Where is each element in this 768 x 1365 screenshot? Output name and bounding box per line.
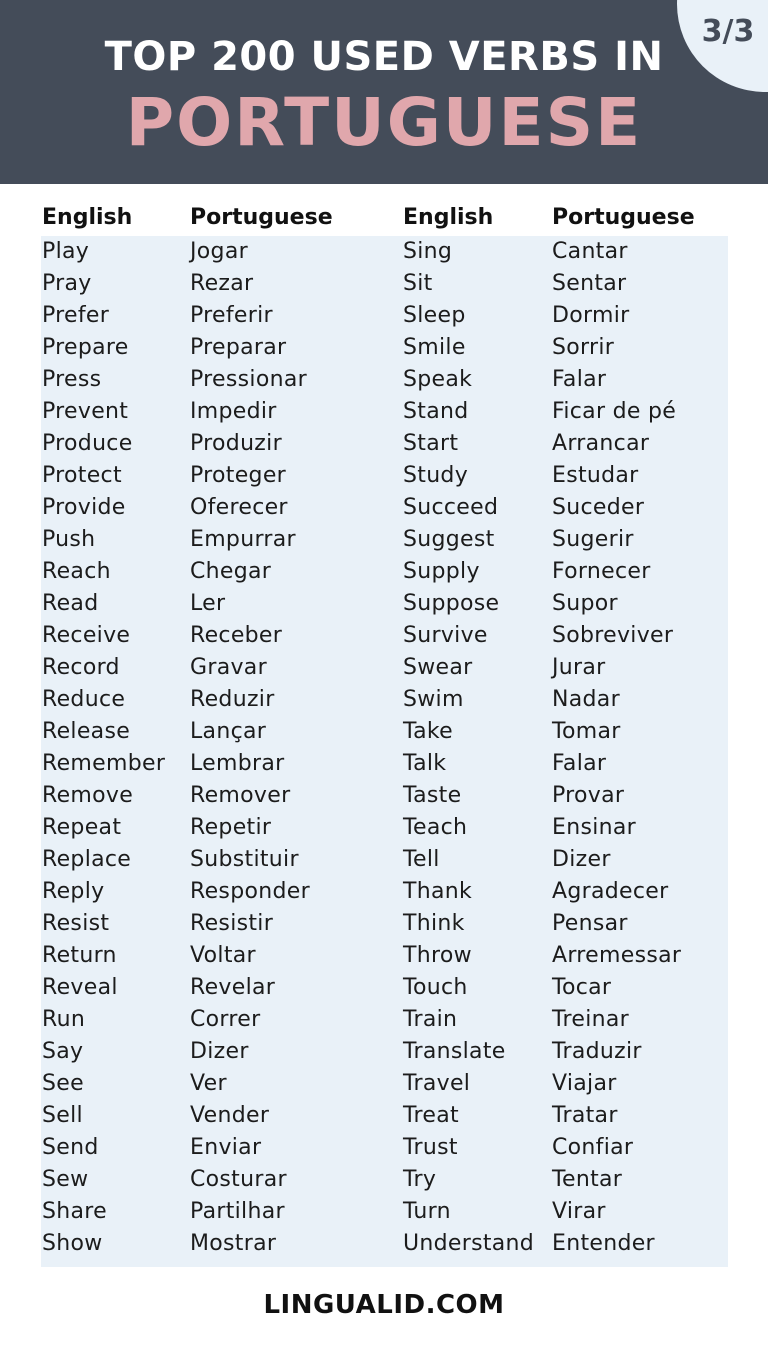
table-row [0, 300, 768, 332]
table-row [0, 556, 768, 588]
table-row [0, 332, 768, 364]
portuguese-verb: Partilhar [190, 1199, 285, 1224]
table-row [0, 588, 768, 620]
english-verb: Play [42, 239, 90, 264]
english-verb: Swear [403, 655, 473, 680]
portuguese-verb: Costurar [190, 1167, 287, 1192]
table-row [0, 876, 768, 908]
english-verb: Say [42, 1039, 84, 1064]
english-verb: Pray [42, 271, 92, 296]
portuguese-verb: Produzir [190, 431, 282, 456]
portuguese-verb: Supor [552, 591, 618, 616]
english-verb: Sell [42, 1103, 83, 1128]
portuguese-verb: Dizer [190, 1039, 249, 1064]
english-verb: Talk [403, 751, 447, 776]
header-english-1: English [42, 205, 133, 230]
portuguese-verb: Arremessar [552, 943, 682, 968]
english-verb: Touch [403, 975, 468, 1000]
english-verb: Provide [42, 495, 126, 520]
english-verb: Survive [403, 623, 488, 648]
portuguese-verb: Rezar [190, 271, 254, 296]
table-row [0, 428, 768, 460]
english-verb: Study [403, 463, 469, 488]
english-verb: Protect [42, 463, 122, 488]
portuguese-verb: Dizer [552, 847, 611, 872]
portuguese-verb: Ficar de pé [552, 399, 677, 424]
page-indicator: 3/3 [701, 14, 755, 49]
portuguese-verb: Sugerir [552, 527, 634, 552]
portuguese-verb: Revelar [190, 975, 276, 1000]
portuguese-verb: Chegar [190, 559, 272, 584]
english-verb: Stand [403, 399, 469, 424]
portuguese-verb: Ler [190, 591, 226, 616]
title-line-1: TOP 200 USED VERBS IN [104, 34, 664, 80]
portuguese-verb: Impedir [190, 399, 277, 424]
table-row [0, 1036, 768, 1068]
english-verb: See [42, 1071, 84, 1096]
english-verb: Supply [403, 559, 480, 584]
english-verb: Tell [403, 847, 440, 872]
table-row [0, 1100, 768, 1132]
portuguese-verb: Remover [190, 783, 291, 808]
title-line-2: PORTUGUESE [125, 84, 643, 161]
portuguese-verb: Pressionar [190, 367, 307, 392]
english-verb: Return [42, 943, 117, 968]
table-row [0, 684, 768, 716]
table-row [0, 492, 768, 524]
verb-table [0, 236, 768, 1260]
table-row [0, 908, 768, 940]
portuguese-verb: Sorrir [552, 335, 615, 360]
english-verb: Reach [42, 559, 111, 584]
english-verb: Swim [403, 687, 464, 712]
portuguese-verb: Ver [190, 1071, 227, 1096]
english-verb: Trust [403, 1135, 458, 1160]
table-row [0, 972, 768, 1004]
table-row [0, 716, 768, 748]
portuguese-verb: Gravar [190, 655, 267, 680]
english-verb: Treat [403, 1103, 459, 1128]
portuguese-verb: Oferecer [190, 495, 288, 520]
english-verb: Record [42, 655, 120, 680]
header-banner [0, 0, 768, 184]
header-portuguese-1: Portuguese [190, 205, 333, 230]
english-verb: Produce [42, 431, 133, 456]
table-row [0, 1164, 768, 1196]
english-verb: Suggest [403, 527, 495, 552]
english-verb: Sleep [403, 303, 466, 328]
table-row [0, 1068, 768, 1100]
portuguese-verb: Correr [190, 1007, 261, 1032]
table-row [0, 844, 768, 876]
portuguese-verb: Falar [552, 751, 607, 776]
portuguese-verb: Voltar [190, 943, 256, 968]
portuguese-verb: Tomar [552, 719, 621, 744]
table-row [0, 940, 768, 972]
portuguese-verb: Tratar [552, 1103, 618, 1128]
english-verb: Replace [42, 847, 132, 872]
english-verb: Throw [403, 943, 472, 968]
portuguese-verb: Reduzir [190, 687, 275, 712]
english-verb: Push [42, 527, 96, 552]
portuguese-verb: Enviar [190, 1135, 262, 1160]
english-verb: Translate [403, 1039, 506, 1064]
portuguese-verb: Entender [552, 1231, 655, 1256]
english-verb: Prefer [42, 303, 110, 328]
table-row [0, 236, 768, 268]
table-row [0, 1196, 768, 1228]
english-verb: Taste [403, 783, 462, 808]
english-verb: Sit [403, 271, 433, 296]
english-verb: Sing [403, 239, 453, 264]
portuguese-verb: Fornecer [552, 559, 651, 584]
english-verb: Share [42, 1199, 107, 1224]
english-verb: Show [42, 1231, 103, 1256]
portuguese-verb: Virar [552, 1199, 606, 1224]
portuguese-verb: Resistir [190, 911, 274, 936]
portuguese-verb: Arrancar [552, 431, 650, 456]
table-row [0, 652, 768, 684]
header-english-2: English [403, 205, 494, 230]
english-verb: Try [403, 1167, 437, 1192]
english-verb: Understand [403, 1231, 535, 1256]
portuguese-verb: Repetir [190, 815, 272, 840]
english-verb: Remove [42, 783, 134, 808]
portuguese-verb: Responder [190, 879, 310, 904]
portuguese-verb: Sentar [552, 271, 627, 296]
english-verb: Train [403, 1007, 458, 1032]
portuguese-verb: Traduzir [552, 1039, 642, 1064]
portuguese-verb: Suceder [552, 495, 645, 520]
portuguese-verb: Tocar [552, 975, 612, 1000]
english-verb: Reply [42, 879, 105, 904]
portuguese-verb: Pensar [552, 911, 628, 936]
english-verb: Succeed [403, 495, 499, 520]
table-row [0, 396, 768, 428]
english-verb: Release [42, 719, 131, 744]
table-row [0, 460, 768, 492]
table-row [0, 812, 768, 844]
portuguese-verb: Mostrar [190, 1231, 277, 1256]
table-row [0, 364, 768, 396]
portuguese-verb: Dormir [552, 303, 630, 328]
portuguese-verb: Preferir [190, 303, 273, 328]
english-verb: Resist [42, 911, 110, 936]
portuguese-verb: Jogar [190, 239, 248, 264]
english-verb: Think [403, 911, 465, 936]
english-verb: Prepare [42, 335, 129, 360]
portuguese-verb: Confiar [552, 1135, 634, 1160]
english-verb: Turn [403, 1199, 451, 1224]
english-verb: Press [42, 367, 102, 392]
portuguese-verb: Lembrar [190, 751, 285, 776]
english-verb: Thank [403, 879, 473, 904]
english-verb: Run [42, 1007, 86, 1032]
header-portuguese-2: Portuguese [552, 205, 695, 230]
table-row [0, 268, 768, 300]
portuguese-verb: Receber [190, 623, 283, 648]
portuguese-verb: Sobreviver [552, 623, 674, 648]
table-row [0, 1228, 768, 1260]
portuguese-verb: Jurar [552, 655, 606, 680]
english-verb: Read [42, 591, 99, 616]
table-row [0, 748, 768, 780]
english-verb: Take [403, 719, 453, 744]
portuguese-verb: Provar [552, 783, 625, 808]
english-verb: Receive [42, 623, 131, 648]
portuguese-verb: Proteger [190, 463, 287, 488]
portuguese-verb: Falar [552, 367, 607, 392]
table-row [0, 780, 768, 812]
table-row [0, 620, 768, 652]
english-verb: Travel [403, 1071, 471, 1096]
portuguese-verb: Viajar [552, 1071, 617, 1096]
portuguese-verb: Estudar [552, 463, 639, 488]
english-verb: Remember [42, 751, 166, 776]
english-verb: Repeat [42, 815, 122, 840]
english-verb: Speak [403, 367, 473, 392]
english-verb: Start [403, 431, 459, 456]
english-verb: Smile [403, 335, 466, 360]
english-verb: Suppose [403, 591, 500, 616]
table-row [0, 524, 768, 556]
portuguese-verb: Treinar [552, 1007, 629, 1032]
portuguese-verb: Agradecer [552, 879, 669, 904]
english-verb: Send [42, 1135, 99, 1160]
table-row [0, 1004, 768, 1036]
footer-website: LINGUALID.COM [263, 1290, 505, 1320]
portuguese-verb: Vender [190, 1103, 270, 1128]
english-verb: Prevent [42, 399, 129, 424]
english-verb: Reveal [42, 975, 118, 1000]
portuguese-verb: Cantar [552, 239, 628, 264]
table-row [0, 1132, 768, 1164]
english-verb: Teach [403, 815, 468, 840]
portuguese-verb: Lançar [190, 719, 267, 744]
english-verb: Sew [42, 1167, 89, 1192]
portuguese-verb: Preparar [190, 335, 287, 360]
portuguese-verb: Nadar [552, 687, 620, 712]
portuguese-verb: Substituir [190, 847, 299, 872]
english-verb: Reduce [42, 687, 126, 712]
portuguese-verb: Tentar [552, 1167, 623, 1192]
portuguese-verb: Ensinar [552, 815, 636, 840]
portuguese-verb: Empurrar [190, 527, 296, 552]
